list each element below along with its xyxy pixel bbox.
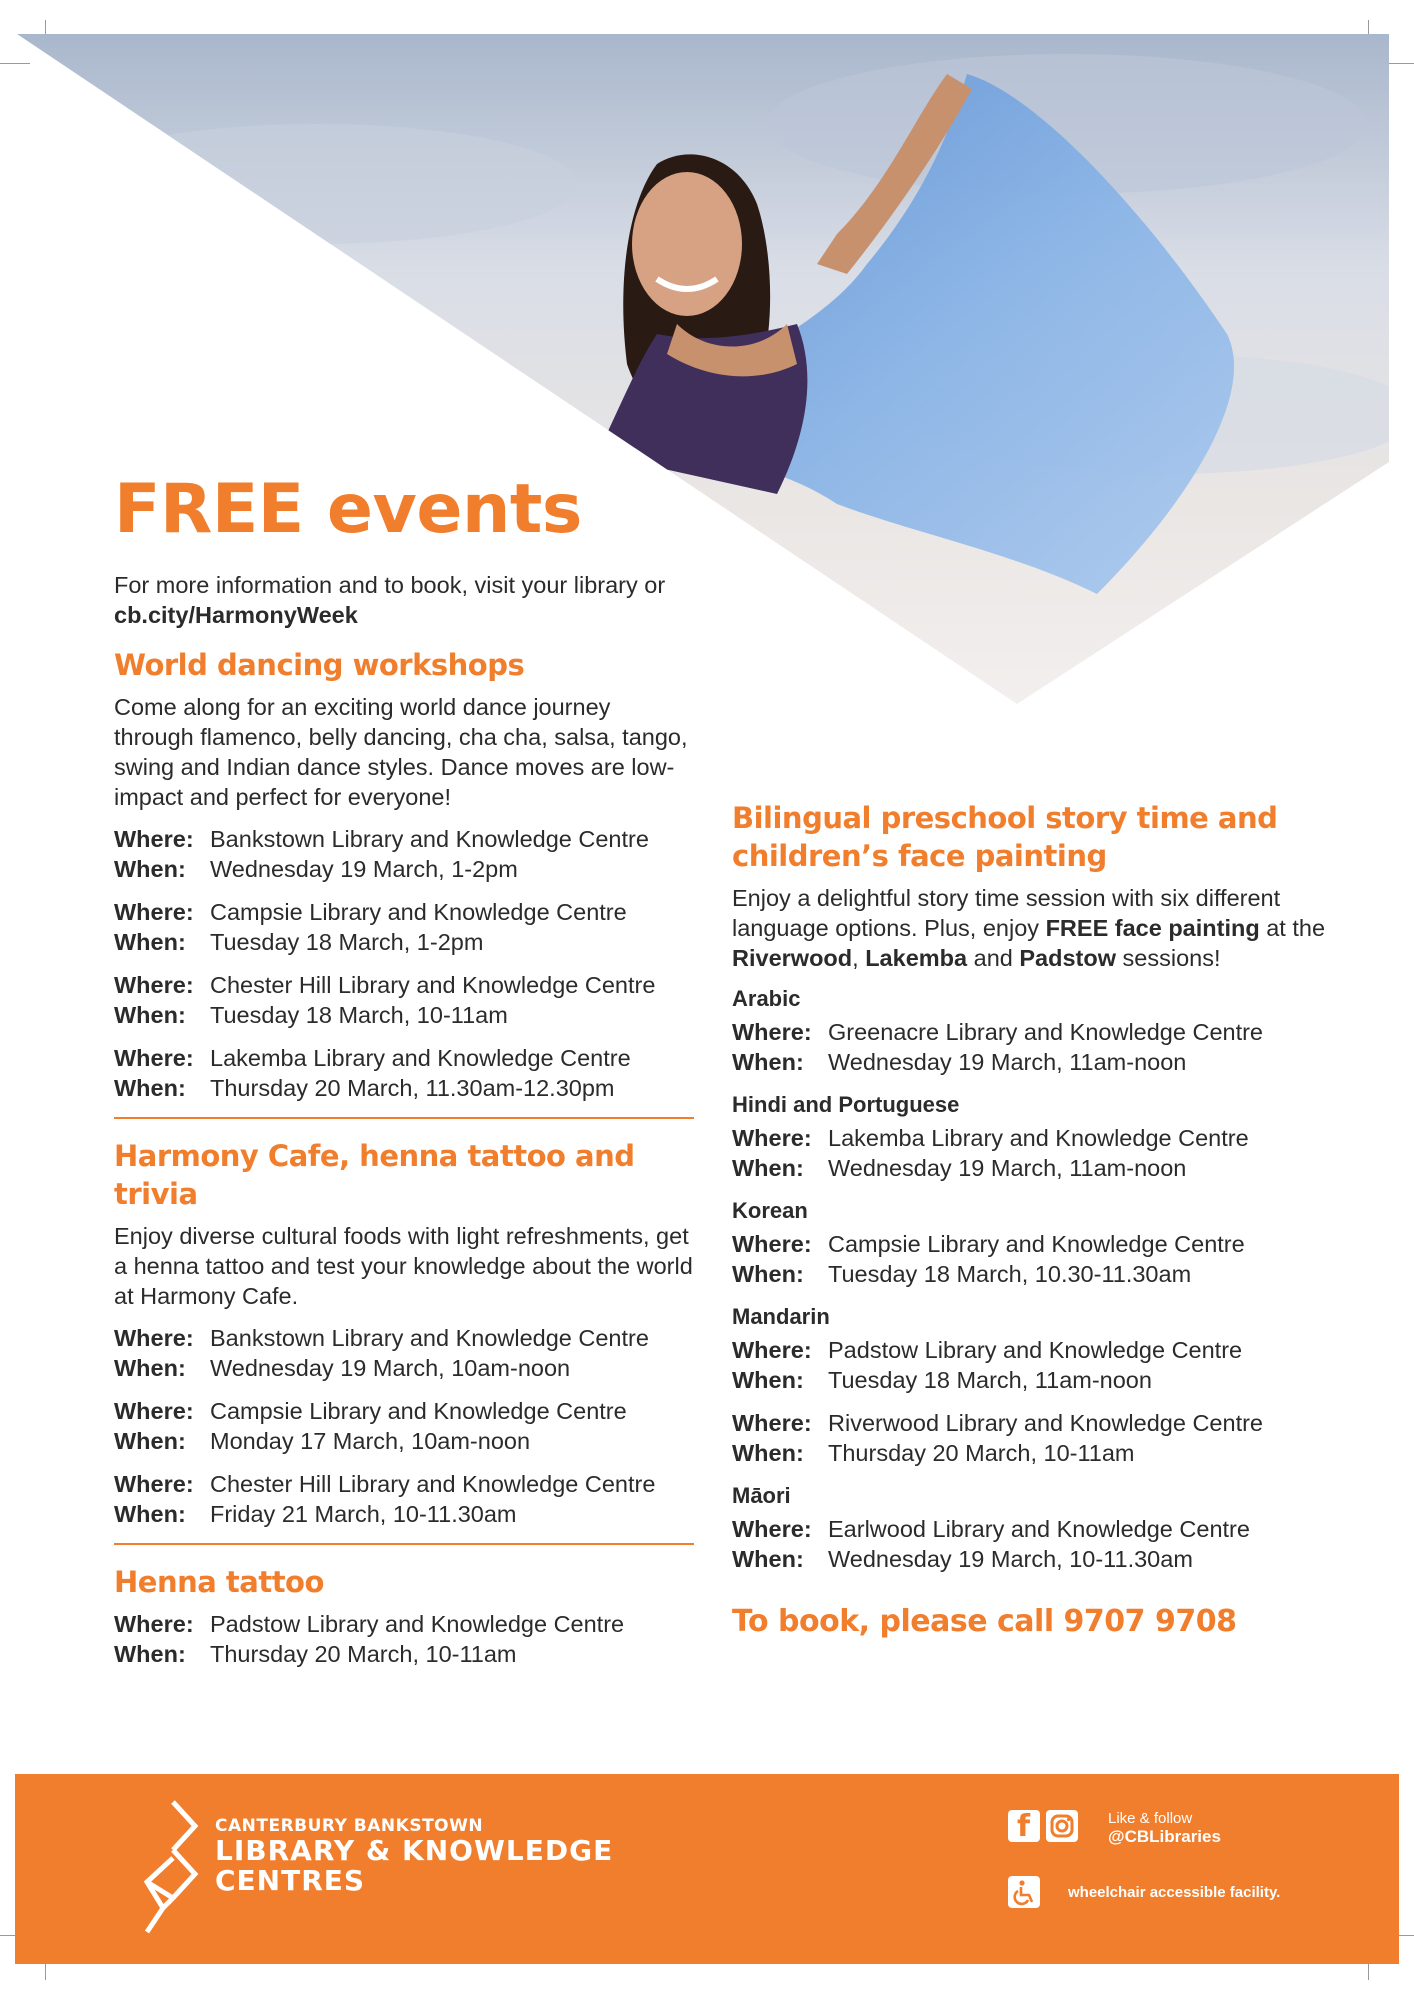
- event-entry: [732, 1229, 1332, 1289]
- right-column: [732, 799, 1332, 1639]
- event-time: Monday 17 March, 10am-noon: [210, 1428, 531, 1454]
- event-venue: Chester Hill Library and Knowledge Centre: [210, 972, 656, 998]
- booking-link[interactable]: cb.city/HarmonyWeek: [114, 602, 358, 628]
- section-divider: [114, 1543, 694, 1545]
- where-label: Where:: [732, 1337, 812, 1363]
- when-label: When:: [732, 1155, 804, 1181]
- event-venue: Padstow Library and Knowledge Centre: [828, 1337, 1243, 1363]
- where-label: Where:: [732, 1125, 812, 1151]
- section-title-dancing: World dancing workshops: [114, 648, 525, 682]
- section-description-storytime: [732, 883, 1332, 973]
- event-time: Wednesday 19 March, 11am-noon: [828, 1155, 1187, 1181]
- where-label: Where:: [114, 826, 194, 852]
- event-time: Tuesday 18 March, 10-11am: [210, 1002, 508, 1028]
- instagram-icon[interactable]: [1046, 1810, 1078, 1842]
- footer-banner: [15, 1774, 1399, 1964]
- intro-body: For more information and to book, visit your library or: [114, 572, 666, 598]
- event-entry: [114, 1469, 694, 1529]
- section-title-henna: Henna tattoo: [114, 1565, 324, 1599]
- where-label: Where:: [732, 1516, 812, 1542]
- language-heading: Hindi and Portuguese: [732, 1092, 960, 1117]
- where-label: Where:: [732, 1231, 812, 1257]
- language-heading: Korean: [732, 1198, 808, 1223]
- event-entry: [732, 1514, 1332, 1574]
- page-title: FREE events: [114, 470, 582, 549]
- event-time: Tuesday 18 March, 11am-noon: [828, 1367, 1152, 1393]
- event-entry: [114, 1323, 694, 1383]
- event-entry: [114, 1609, 694, 1669]
- where-label: Where:: [114, 972, 194, 998]
- desc-text: at the: [1259, 915, 1326, 941]
- event-time: Thursday 20 March, 10-11am: [210, 1641, 517, 1667]
- event-time: Tuesday 18 March, 10.30-11.30am: [828, 1261, 1192, 1287]
- event-entry: [114, 1043, 694, 1103]
- where-label: Where:: [732, 1019, 812, 1045]
- when-label: When:: [732, 1261, 804, 1287]
- event-entry: [114, 897, 694, 957]
- when-label: When:: [732, 1546, 804, 1572]
- section-description-dancing: Come along for an exciting world dance journey through flamenco, belly dancing, cha cha, salsa, tango, swing and Indian dance styles. Dance moves are low-impact and perfect for everyone!: [114, 694, 688, 810]
- library-logo-text: [215, 1816, 613, 1896]
- where-label: Where:: [114, 1398, 194, 1424]
- language-heading: Māori: [732, 1483, 791, 1508]
- event-time: Thursday 20 March, 10-11am: [828, 1440, 1135, 1466]
- event-entry: [732, 1408, 1332, 1468]
- when-label: When:: [114, 1641, 186, 1667]
- event-venue: Campsie Library and Knowledge Centre: [210, 1398, 627, 1424]
- when-label: When:: [732, 1049, 804, 1075]
- when-label: When:: [114, 1428, 186, 1454]
- when-label: When:: [114, 1355, 186, 1381]
- where-label: Where:: [114, 1471, 194, 1497]
- facebook-icon[interactable]: f: [1008, 1810, 1040, 1842]
- event-entry: [114, 970, 694, 1030]
- event-venue: Riverwood Library and Knowledge Centre: [828, 1410, 1263, 1436]
- logo-line-2: LIBRARY & KNOWLEDGE: [215, 1834, 614, 1867]
- library-logo-icon: [133, 1796, 205, 1936]
- event-time: Thursday 20 March, 11.30am-12.30pm: [210, 1075, 615, 1101]
- wheelchair-icon: [1008, 1876, 1040, 1908]
- language-heading: Arabic: [732, 986, 801, 1011]
- desc-bold: Lakemba: [865, 945, 968, 971]
- logo-line-3: CENTRES: [215, 1864, 366, 1897]
- when-label: When:: [114, 1002, 186, 1028]
- event-time: Tuesday 18 March, 1-2pm: [210, 929, 484, 955]
- event-time: Friday 21 March, 10-11.30am: [210, 1501, 517, 1527]
- accessibility-text: wheelchair accessible facility.: [1068, 1884, 1281, 1901]
- social-block: [1008, 1809, 1221, 1846]
- social-handle[interactable]: @CBLibraries: [1108, 1827, 1221, 1846]
- event-venue: Bankstown Library and Knowledge Centre: [210, 1325, 649, 1351]
- event-venue: Earlwood Library and Knowledge Centre: [828, 1516, 1250, 1542]
- left-column: [114, 646, 694, 1682]
- event-venue: Greenacre Library and Knowledge Centre: [828, 1019, 1264, 1045]
- event-time: Wednesday 19 March, 10am-noon: [210, 1355, 571, 1381]
- follow-text: [1108, 1810, 1221, 1847]
- intro-text: [114, 570, 694, 630]
- event-venue: Campsie Library and Knowledge Centre: [828, 1231, 1245, 1257]
- event-venue: Chester Hill Library and Knowledge Centre: [210, 1471, 656, 1497]
- section-divider: [114, 1117, 694, 1119]
- when-label: When:: [732, 1440, 804, 1466]
- event-entry: [732, 1335, 1332, 1395]
- desc-bold: FREE face painting: [1045, 915, 1260, 941]
- desc-text: Enjoy a delightful story time session with six different language options. Plus, enjoy: [732, 885, 1281, 941]
- desc-text: ,: [852, 945, 866, 971]
- where-label: Where:: [732, 1410, 812, 1436]
- where-label: Where:: [114, 1325, 194, 1351]
- when-label: When:: [114, 1501, 186, 1527]
- event-venue: Lakemba Library and Knowledge Centre: [210, 1045, 631, 1071]
- when-label: When:: [114, 856, 186, 882]
- section-title-storytime: Bilingual preschool story time and children’s face painting: [732, 801, 1278, 873]
- event-venue: Bankstown Library and Knowledge Centre: [210, 826, 649, 852]
- event-entry: [114, 824, 694, 884]
- event-entry: [732, 1123, 1332, 1183]
- event-venue: Padstow Library and Knowledge Centre: [210, 1611, 625, 1637]
- desc-bold: Riverwood: [732, 945, 853, 971]
- language-heading: Mandarin: [732, 1304, 830, 1329]
- when-label: When:: [114, 1075, 186, 1101]
- event-time: Wednesday 19 March, 10-11.30am: [828, 1546, 1193, 1572]
- when-label: When:: [114, 929, 186, 955]
- where-label: Where:: [114, 1045, 194, 1071]
- desc-text: sessions!: [1116, 945, 1221, 971]
- event-time: Wednesday 19 March, 1-2pm: [210, 856, 518, 882]
- section-description-cafe: Enjoy diverse cultural foods with light refreshments, get a henna tattoo and test your knowledge about the world at Harmony Cafe.: [114, 1223, 693, 1309]
- follow-label: Like & follow: [1108, 1810, 1193, 1827]
- event-venue: Lakemba Library and Knowledge Centre: [828, 1125, 1249, 1151]
- desc-bold: Padstow: [1019, 945, 1117, 971]
- event-venue: Campsie Library and Knowledge Centre: [210, 899, 627, 925]
- accessibility-block: [1008, 1876, 1281, 1908]
- event-entry: [732, 1017, 1332, 1077]
- logo-line-1: CANTERBURY BANKSTOWN: [215, 1816, 484, 1836]
- section-title-cafe: Harmony Cafe, henna tattoo and trivia: [114, 1139, 635, 1211]
- booking-phone[interactable]: To book, please call 9707 9708: [732, 1604, 1237, 1639]
- event-time: Wednesday 19 March, 11am-noon: [828, 1049, 1187, 1075]
- event-entry: [114, 1396, 694, 1456]
- where-label: Where:: [114, 899, 194, 925]
- desc-text: and: [967, 945, 1020, 971]
- when-label: When:: [732, 1367, 804, 1393]
- where-label: Where:: [114, 1611, 194, 1637]
